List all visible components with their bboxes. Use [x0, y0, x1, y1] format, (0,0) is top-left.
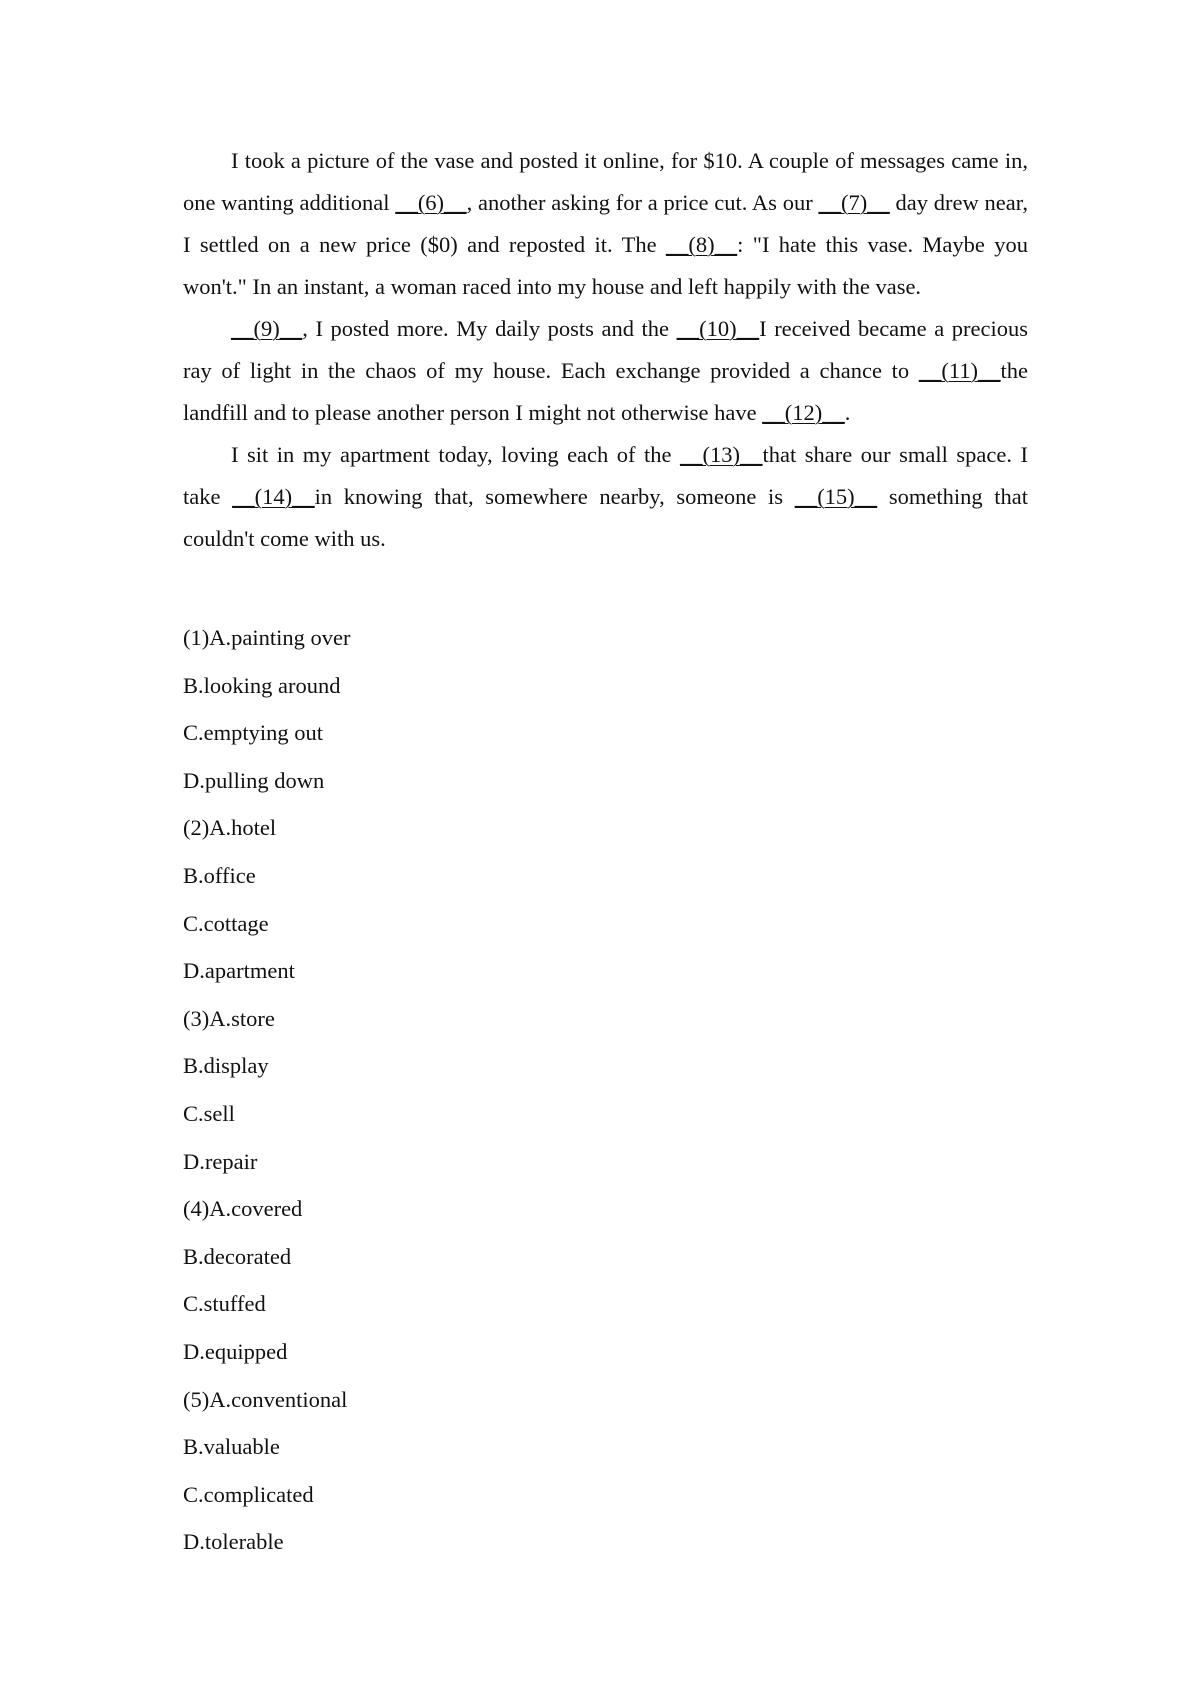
passage-text: , I posted more. My daily posts and the [302, 316, 677, 341]
option-item: (4)A.covered [183, 1196, 303, 1222]
option-item: D.apartment [183, 958, 295, 984]
blank-14: __(14)__ [232, 484, 315, 509]
blank-8: __(8)__ [665, 232, 738, 257]
passage-text: day drew near, I settled on a new price ($0) and reposted it. The [183, 190, 1029, 257]
passage-text: in knowing that, somewhere nearby, someone is [314, 484, 795, 509]
passage-text: something that couldn't come with us. [183, 484, 1028, 551]
option-item: C.stuffed [183, 1291, 266, 1317]
passage-paragraph-2 [183, 308, 1028, 434]
option-item: D.tolerable [183, 1529, 284, 1555]
passage-text: that share our small space. I take [183, 442, 1028, 509]
blank-12: __(12)__ [762, 400, 845, 425]
option-item: (2)A.hotel [183, 815, 277, 841]
blank-6: __(6)__ [395, 190, 467, 215]
option-item: B.valuable [183, 1434, 280, 1460]
passage-text: I took a picture of the vase and posted it online, for $10. A couple of messages came in, one wanting additional [183, 148, 1028, 215]
option-item: C.cottage [183, 910, 269, 936]
blank-13: __(13)__ [679, 442, 763, 467]
option-item: C.sell [183, 1100, 235, 1126]
option-item: B.display [183, 1053, 269, 1079]
cloze-passage [183, 140, 1028, 560]
answer-options-list [183, 614, 783, 1566]
option-item: B.office [183, 862, 256, 888]
blank-11: __(11)__ [918, 358, 1001, 383]
option-item: C.complicated [183, 1481, 314, 1507]
passage-text: : "I hate this vase. Maybe you won't." In an instant, a woman raced into my house and left happily with the vase. [183, 232, 1028, 299]
blank-15: __(15)__ [794, 484, 878, 509]
passage-text: . [844, 400, 851, 425]
blank-10: __(10)__ [676, 316, 760, 341]
option-item: (1)A.painting over [183, 625, 351, 650]
option-item: (3)A.store [183, 1005, 275, 1031]
blank-7: __(7)__ [818, 190, 890, 215]
option-item: D.pulling down [183, 767, 325, 793]
option-item: C.emptying out [183, 720, 323, 746]
passage-paragraph-1 [183, 140, 1028, 308]
passage-text: I received became a precious ray of light in the chaos of my house. Each exchange provided a chance to [183, 316, 1029, 383]
option-item: D.equipped [183, 1338, 288, 1364]
option-item: B.decorated [183, 1243, 292, 1269]
passage-text: , another asking for a price cut. As our [466, 190, 819, 215]
passage-paragraph-3 [183, 434, 1028, 560]
option-item: B.looking around [183, 672, 341, 698]
option-item: (5)A.conventional [183, 1386, 348, 1412]
blank-9: __(9)__ [231, 316, 303, 341]
passage-text: I sit in my apartment today, loving each of the [231, 442, 680, 467]
option-item: D.repair [183, 1148, 258, 1174]
passage-text: the landfill and to please another person I might not otherwise have [183, 358, 1028, 425]
